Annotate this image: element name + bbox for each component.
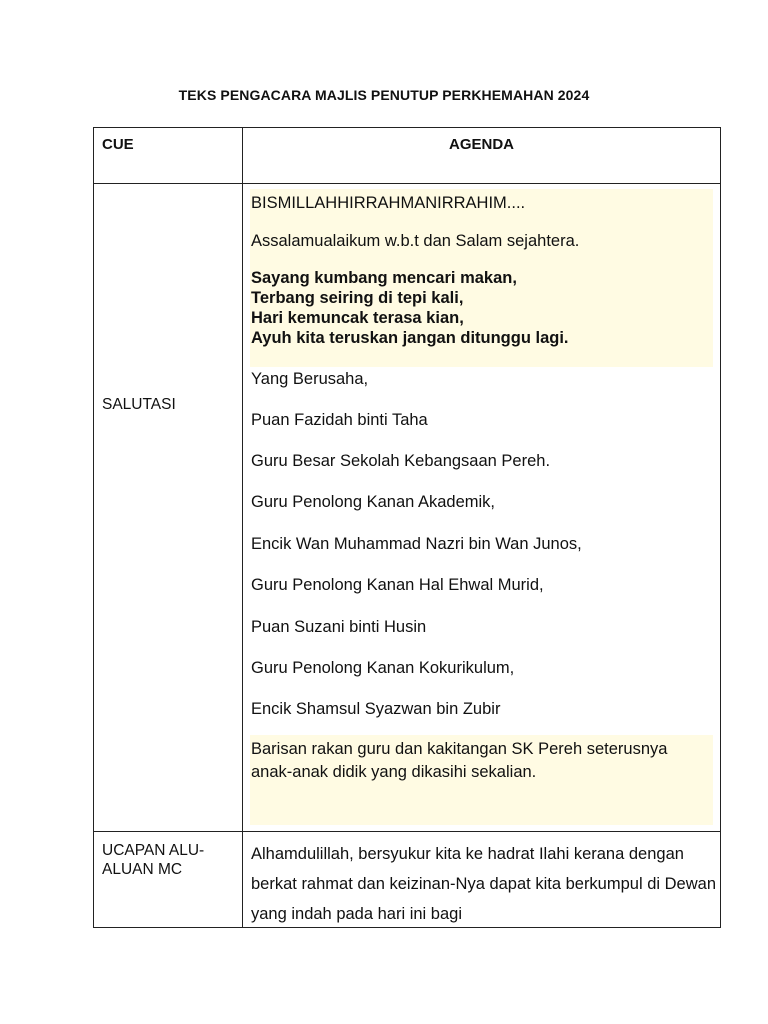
salutation-line: Yang Berusaha, — [251, 370, 369, 388]
cue-cell-ucapan — [94, 832, 243, 928]
pantun-line: Terbang seiring di tepi kali, — [251, 289, 464, 307]
agenda-cell-salutasi — [243, 184, 721, 832]
agenda-table — [93, 127, 721, 928]
salutation-line: Puan Fazidah binti Taha — [251, 411, 428, 429]
salutation-line: Guru Penolong Kanan Akademik, — [251, 493, 495, 511]
closing-paragraph: Barisan rakan guru dan kakitangan SK Pereh seterusnya anak-anak didik yang dikasihi sekalian. — [251, 740, 668, 781]
cue-label-salutasi: SALUTASI — [102, 396, 176, 413]
salutation-line: Encik Shamsul Syazwan bin Zubir — [251, 700, 501, 718]
pantun-block — [251, 268, 569, 348]
greeting-line: Assalamualaikum w.b.t dan Salam sejahtera. — [251, 232, 580, 250]
table-row-salutasi — [94, 184, 721, 832]
salutation-line: Guru Penolong Kanan Hal Ehwal Murid, — [251, 576, 544, 594]
opening-line: BISMILLAHHIRRAHMANIRRAHIM.... — [251, 194, 526, 212]
ucapan-paragraph: Alhamdulillah, bersyukur kita ke hadrat Ilahi kerana dengan berkat rahmat dan keizinan-Nya dapat kita berkumpul di Dewan yang indah pada hari ini bagi — [251, 845, 716, 923]
cue-label-ucapan: UCAPAN ALU-ALUAN MC — [102, 842, 205, 878]
agenda-cell-ucapan — [243, 832, 721, 928]
pantun-line: Hari kemuncak terasa kian, — [251, 309, 464, 327]
salutation-line: Guru Penolong Kanan Kokurikulum, — [251, 659, 515, 677]
table-header-row — [94, 128, 721, 184]
table-row-ucapan — [94, 832, 721, 928]
salutation-line: Puan Suzani binti Husin — [251, 618, 427, 636]
header-agenda: AGENDA — [243, 128, 721, 184]
cue-cell-salutasi — [94, 184, 243, 832]
pantun-line: Ayuh kita teruskan jangan ditunggu lagi. — [251, 329, 569, 347]
document-title: TEKS PENGACARA MAJLIS PENUTUP PERKHEMAHAN 2024 — [178, 87, 590, 103]
salutation-line: Guru Besar Sekolah Kebangsaan Pereh. — [251, 452, 551, 470]
pantun-line: Sayang kumbang mencari makan, — [251, 269, 517, 287]
header-cue: CUE — [94, 128, 243, 184]
salutation-line: Encik Wan Muhammad Nazri bin Wan Junos, — [251, 535, 582, 553]
